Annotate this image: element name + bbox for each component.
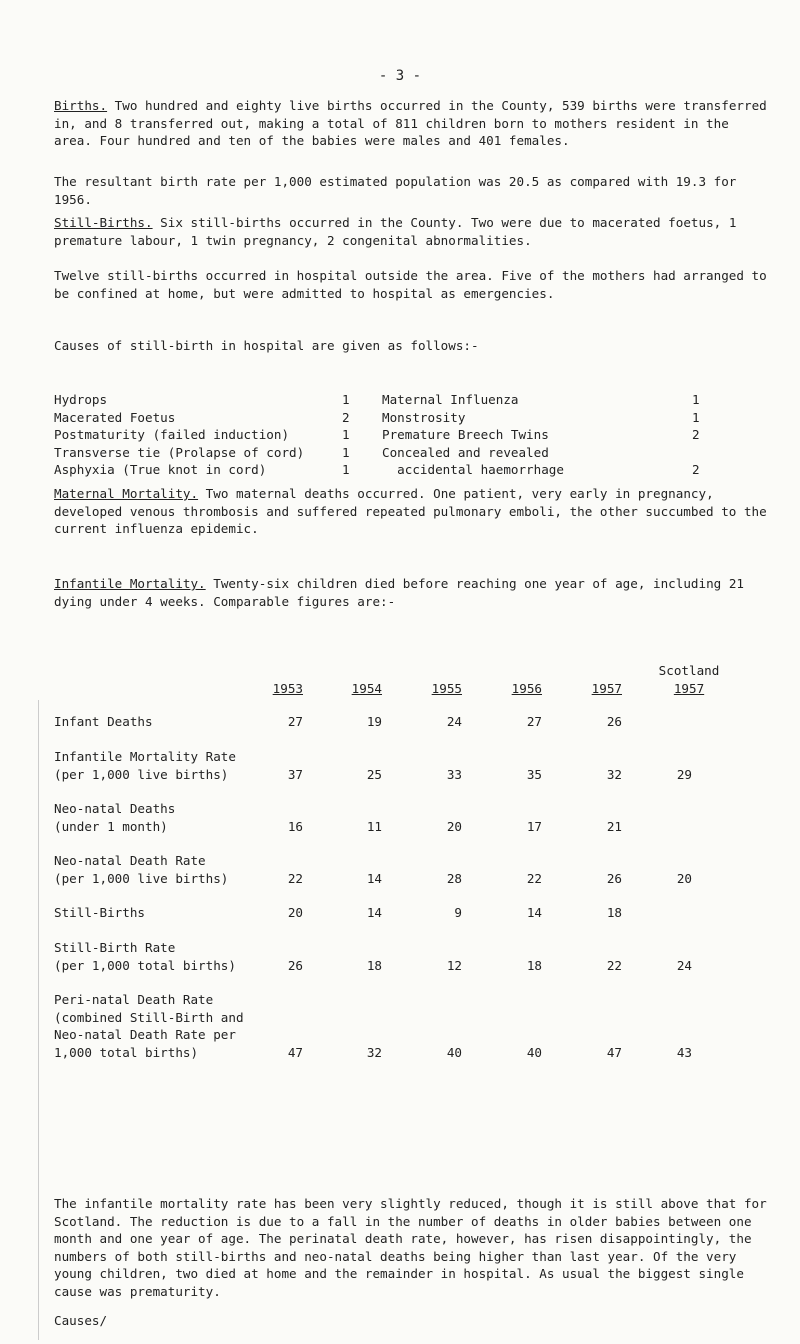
cause-name: Premature Breech Twins	[382, 427, 549, 442]
cause-count: 1	[342, 462, 350, 477]
infantile-text: Twenty-six children died before reaching one year of age, including 21 dying under 4 weeks. Comparable figures are:-	[54, 576, 744, 609]
table-cell: 17	[526, 818, 542, 834]
table-cell: 47	[606, 1044, 622, 1060]
cause-name: Hydrops	[54, 392, 108, 407]
table-cell: 20	[287, 905, 303, 920]
table-cell: 32	[366, 1044, 382, 1060]
cause-name: Concealed and revealed	[382, 444, 549, 460]
causes-list	[54, 391, 784, 479]
cause-count: 1	[692, 392, 700, 407]
table-cell: 24	[446, 714, 462, 729]
table-cell: 21	[606, 818, 622, 834]
causes-row	[54, 426, 784, 444]
cause-name: Postmaturity (failed induction)	[54, 427, 290, 442]
causes-row	[54, 409, 784, 427]
table-cell: 28	[446, 870, 462, 886]
table-cell: 18	[366, 957, 382, 973]
cause-name: accidental haemorrhage	[382, 462, 564, 477]
table-cell: 26	[606, 870, 622, 886]
cause-name: Transverse tie (Prolapse of cord)	[54, 444, 305, 460]
table-cell: 26	[606, 714, 622, 729]
table-cell: 24	[676, 957, 692, 973]
table-cell: 37	[287, 766, 303, 782]
table-cell: 32	[606, 766, 622, 782]
row-label: Neo-natal Death Rate (per 1,000 live births)	[54, 853, 229, 886]
infantile-paragraph	[54, 575, 774, 610]
maternal-heading: Maternal Mortality.	[54, 486, 199, 501]
cause-name: Maternal Influenza	[382, 392, 519, 407]
maternal-paragraph	[54, 485, 774, 538]
infantile-heading: Infantile Mortality.	[54, 576, 206, 591]
year-header: 1953	[272, 681, 303, 696]
year-header: 1957	[591, 681, 622, 696]
table-cell: 27	[287, 714, 303, 729]
cause-count: 1	[342, 392, 350, 407]
row-label: Still-Birth Rate (per 1,000 total births)	[54, 940, 236, 973]
still-births-paragraph	[54, 214, 774, 249]
scan-margin-line	[38, 700, 39, 1340]
causes-intro: Causes of still-birth in hospital are given as follows:-	[54, 338, 479, 353]
table-cell: 40	[526, 1044, 542, 1060]
page-number: - 3 -	[378, 68, 422, 84]
table-cell: 35	[526, 766, 542, 782]
cause-name: Macerated Foetus	[54, 409, 176, 425]
table-cell: 40	[446, 1044, 462, 1060]
cause-count: 1	[692, 409, 700, 425]
causes-row	[54, 461, 784, 479]
year-header: 1955	[431, 681, 462, 696]
cause-count: 2	[692, 462, 700, 477]
table-cell: 20	[446, 818, 462, 834]
row-label: Peri-natal Death Rate (combined Still-Birth and Neo-natal Death Rate per 1,000 total births)	[54, 992, 244, 1060]
cause-count: 1	[342, 427, 350, 442]
table-cell: 22	[526, 870, 542, 886]
table-cell: 43	[676, 1044, 692, 1060]
causes-row	[54, 391, 784, 409]
catchword: Causes/	[54, 1313, 108, 1328]
table-cell: 18	[606, 905, 622, 920]
cause-count	[692, 444, 732, 462]
table-cell: 12	[446, 957, 462, 973]
table-cell: 14	[366, 870, 382, 886]
table-cell: 19	[366, 714, 382, 729]
table-cell: 11	[366, 818, 382, 834]
year-header: 1956	[511, 681, 542, 696]
table-cell: 33	[446, 766, 462, 782]
row-label: Infantile Mortality Rate (per 1,000 live births)	[54, 749, 236, 782]
row-label: Neo-natal Deaths (under 1 month)	[54, 801, 176, 834]
hospital-paragraph: Twelve still-births occurred in hospital outside the area. Five of the mothers had arranged to be confined at home, but were admitted to hospital as emergencies.	[54, 268, 767, 301]
table-cell: 14	[366, 905, 382, 920]
scotland-header: Scotland	[658, 663, 720, 678]
table-cell: 18	[526, 957, 542, 973]
table-cell: 22	[606, 957, 622, 973]
table-cell: 26	[287, 957, 303, 973]
cause-count: 1	[342, 444, 350, 460]
table-cell: 22	[287, 870, 303, 886]
year-header: 1954	[351, 681, 382, 696]
row-label: Infant Deaths	[54, 714, 153, 729]
still-births-text: Six still-births occurred in the County. Two were due to macerated foetus, 1 premature labour, 1 twin pregnancy, 2 congenital abnormalities.	[54, 215, 737, 248]
table-cell: 27	[526, 714, 542, 729]
table-cell: 29	[676, 766, 692, 782]
scotland-year-header: 1957	[673, 681, 705, 696]
cause-name: Monstrosity	[382, 409, 466, 425]
births-text: Two hundred and eighty live births occurred in the County, 539 births were transferred in, and 8 transferred out, making a total of 811 children born to mothers resident in the area. Four hundred and ten of the babies were males and 401 females.	[54, 98, 767, 148]
maternal-text: Two maternal deaths occurred. One patient, very early in pregnancy, developed venous thrombosis and suffered repeated pulmonary emboli, the other succumbed to the current influenza epidemic.	[54, 486, 767, 536]
cause-count: 2	[692, 427, 700, 442]
table-cell: 25	[366, 766, 382, 782]
table-cell: 20	[676, 870, 692, 886]
cause-count: 2	[342, 409, 350, 425]
birth-rate-paragraph: The resultant birth rate per 1,000 estimated population was 20.5 as compared with 19.3 for 1956.	[54, 174, 737, 207]
row-label: Still-Births	[54, 905, 145, 920]
causes-row	[54, 444, 784, 462]
table-cell: 9	[454, 905, 462, 920]
table-cell: 14	[526, 905, 542, 920]
births-heading: Births.	[54, 98, 108, 113]
table-cell: 47	[287, 1044, 303, 1060]
births-paragraph	[54, 97, 774, 150]
closing-paragraph: The infantile mortality rate has been very slightly reduced, though it is still above that for Scotland. The reduction is due to a fall in the number of deaths in older babies between one month and one year of age. The perinatal death rate, however, has risen disappointingly, the numbers of both still-births and neo-natal deaths being higher than last year. Of the very young children, two died at home and the remainder in hospital. As usual the biggest single cause was prematurity.	[54, 1196, 767, 1299]
table-cell: 16	[287, 818, 303, 834]
table-header	[54, 658, 754, 704]
still-births-heading: Still-Births.	[54, 215, 153, 230]
cause-name: Asphyxia (True knot in cord)	[54, 462, 267, 477]
